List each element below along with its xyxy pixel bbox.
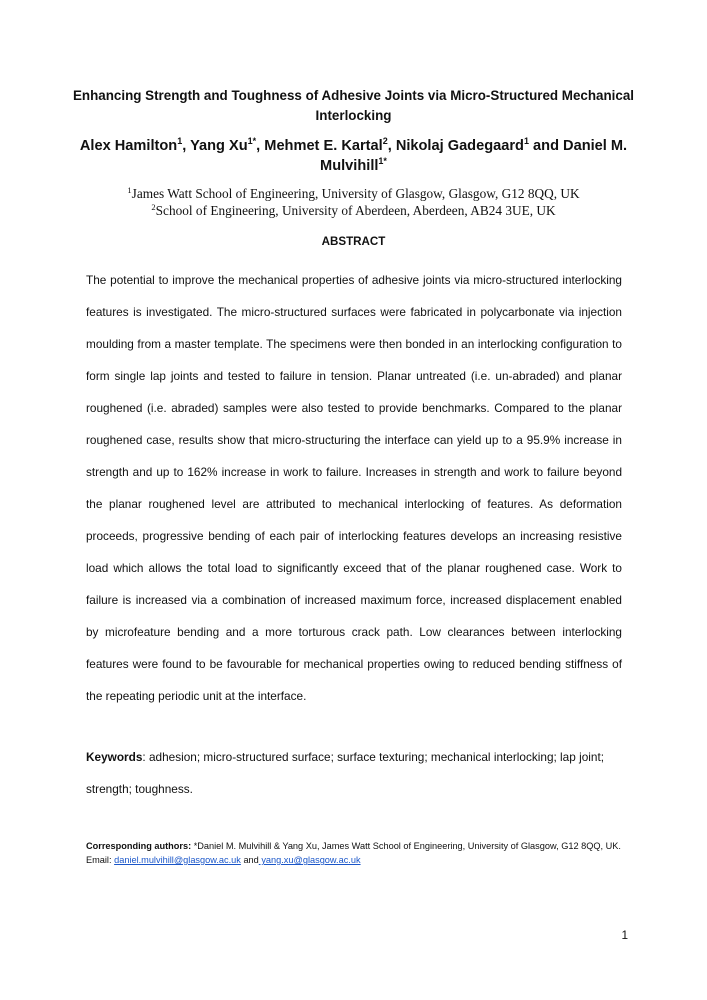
author-affiliation-mark: 1 [523,136,529,146]
author-affiliation-mark: 2 [382,136,388,146]
author-name: Yang Xu [190,138,248,154]
author-name: Daniel M. Mulvihill [320,138,628,174]
abstract-heading: ABSTRACT [321,235,386,248]
page-number: 1 [621,928,628,942]
author-separator: , [256,138,265,154]
email-link-mulvihill[interactable]: daniel.mulvihill@glasgow.ac.uk [114,855,241,865]
keywords-paragraph [86,741,622,805]
email-link-xu[interactable]: yang.xu@glasgow.ac.uk [258,855,361,865]
keywords-text: : adhesion; micro-structured surface; surface texturing; mechanical interlocking; lap joint; strength; toughness. [86,750,604,796]
corresponding-authors-text: *Daniel M. Mulvihill & Yang Xu, James Watt School of Engineering, University of Glasgow, G12 8QQ, UK. Email: [86,841,621,865]
corresponding-and: and [240,855,259,865]
affiliation-list [60,185,647,219]
author-name: Alex Hamilton [79,138,178,154]
affiliation-mark: 2 [151,202,156,212]
author-affiliation-mark: 1 [177,136,183,146]
affiliation-line [60,202,647,219]
author-separator: and [528,138,564,154]
affiliation-mark: 1 [127,185,132,195]
paper-title: Enhancing Strength and Toughness of Adhesive Joints via Micro-Structured Mechanical Interlocking [73,88,634,123]
author-separator: , [182,138,191,154]
corresponding-authors-note [86,839,622,867]
author-affiliation-mark: 1* [378,156,387,166]
author-name: Nikolaj Gadegaard [395,138,524,154]
author-list [60,136,647,176]
author-separator: , [387,138,396,154]
corresponding-authors-label: Corresponding authors: [86,841,192,851]
affiliation-line [60,185,647,202]
affiliation-text: School of Engineering, University of Aberdeen, Aberdeen, AB24 3UE, UK [155,203,556,218]
affiliation-text: James Watt School of Engineering, University of Glasgow, Glasgow, G12 8QQ, UK [131,186,580,201]
author-name: Mehmet E. Kartal [264,138,383,154]
abstract-body: The potential to improve the mechanical properties of adhesive joints via micro-structured interlocking features is investigated. The micro-structured surfaces were fabricated in polycarbonate via injection moulding from a master template. The specimens were then bonded in an interlocking configuration to form single lap joints and tested to failure in tension. Planar untreated (i.e. un-abraded) and planar roughened (i.e. abraded) samples were also tested to provide benchmarks. Compared to the planar roughened case, results show that micro-structuring the interface can yield up to a 95.9% increase in strength and up to 162% increase in work to failure. Increases in strength and work to failure beyond the planar roughened level are attributed to mechanical interlocking of features. As deformation proceeds, progressive bending of each pair of interlocking features develops an increasing resistive load which allows the total load to significantly exceed that of the planar roughened case. Work to failure is increased via a combination of increased maximum force, increased displacement enabled by microfeature bending and a more torturous crack path. Low clearances between interlocking features were found to be favourable for mechanical properties owing to reduced bending stiffness of the repeating periodic unit at the interface. [86,273,622,703]
author-affiliation-mark: 1* [247,136,257,146]
keywords-label: Keywords [86,750,143,764]
